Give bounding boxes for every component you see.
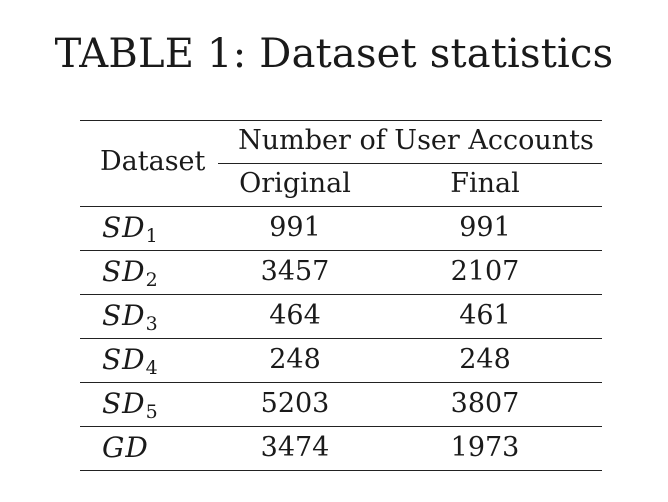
row-rule [80, 426, 602, 427]
row-rule [80, 382, 602, 383]
row-final-value: 248 [459, 344, 511, 375]
row-dataset-name: $SD_1$ [102, 211, 158, 247]
row-dataset-name: $SD_4$ [102, 343, 158, 379]
row-rule [80, 250, 602, 251]
row-original-value: 3474 [260, 432, 330, 463]
row-final-value: 991 [459, 212, 511, 243]
header-original: Original [239, 168, 351, 199]
row-final-value: 3807 [450, 388, 520, 419]
header-dataset: Dataset [100, 146, 206, 177]
row-dataset-name: $SD_3$ [102, 299, 158, 335]
table-caption: TABLE 1: Dataset statistics [54, 31, 614, 77]
row-original-value: 3457 [260, 256, 330, 287]
row-final-value: 2107 [450, 256, 520, 287]
row-final-value: 461 [459, 300, 511, 331]
row-dataset-name: $SD_2$ [102, 255, 158, 291]
header-final: Final [450, 168, 520, 199]
dataset-statistics-table [80, 120, 602, 470]
row-original-value: 464 [269, 300, 321, 331]
row-original-value: 991 [269, 212, 321, 243]
header-rule [80, 206, 602, 207]
row-rule [80, 294, 602, 295]
row-dataset-name: $SD_5$ [102, 387, 158, 423]
row-original-value: 5203 [260, 388, 330, 419]
header-group: Number of User Accounts [238, 125, 594, 156]
bottom-rule [80, 470, 602, 471]
row-dataset-name: GD [102, 431, 149, 464]
row-final-value: 1973 [450, 432, 520, 463]
row-rule [80, 338, 602, 339]
row-original-value: 248 [269, 344, 321, 375]
